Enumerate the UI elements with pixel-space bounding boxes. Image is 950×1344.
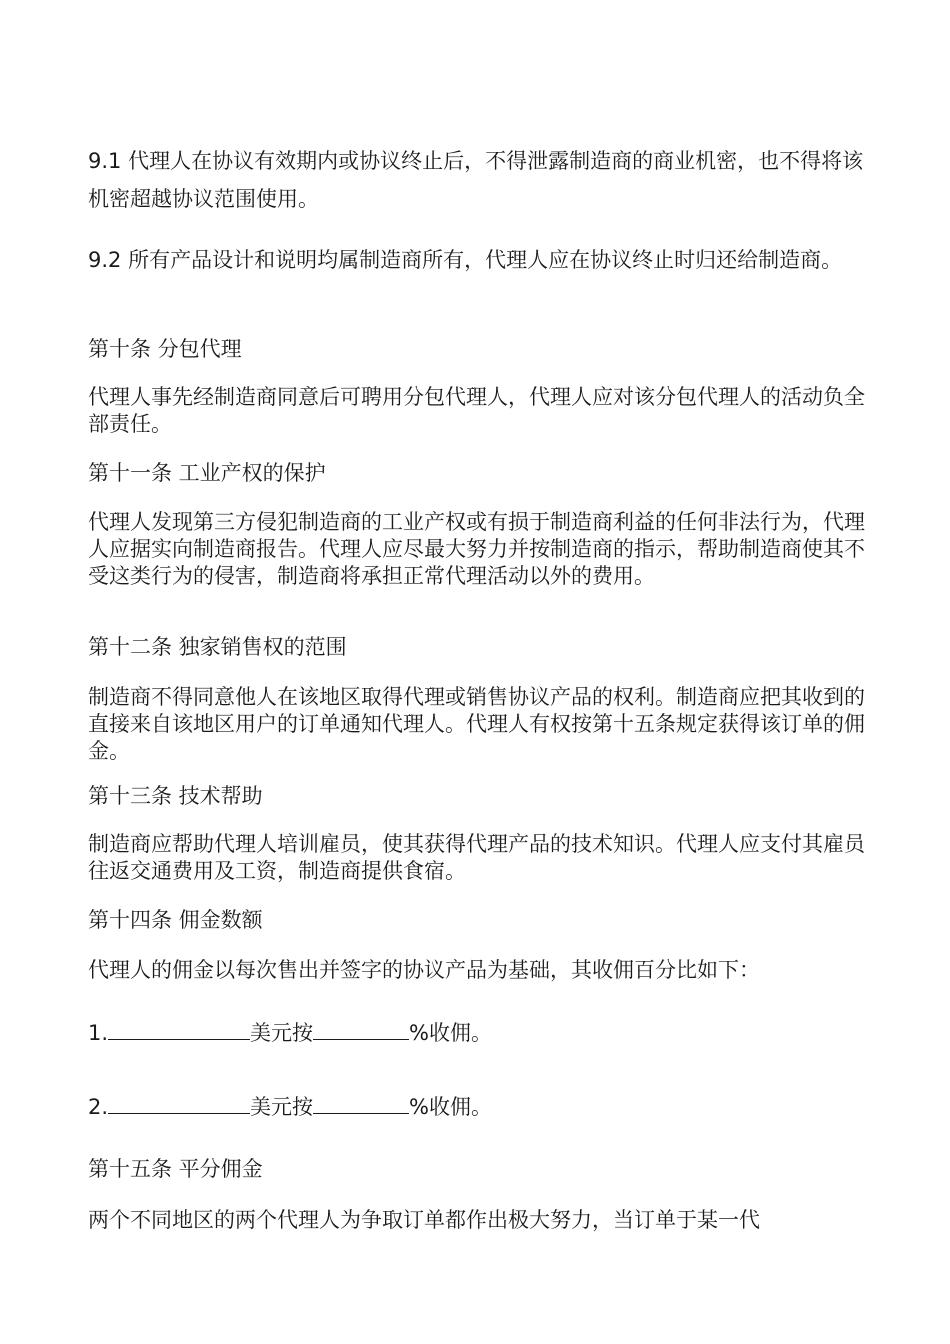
item-text-end: %收佣。 <box>409 1021 493 1045</box>
article-12-title: 第十二条 独家销售权的范围 <box>88 635 347 659</box>
article-10-body: 代理人事先经制造商同意后可聘用分包代理人，代理人应对该分包代理人的活动负全部责任。 <box>88 385 865 436</box>
article-15-body: 两个不同地区的两个代理人为争取订单都作出极大努力，当订单于某一代 <box>88 1208 760 1232</box>
amount-blank[interactable] <box>108 1095 250 1114</box>
item-number: 2. <box>88 1095 109 1119</box>
article-12-body: 制造商不得同意他人在该地区取得代理或销售协议产品的权利。制造商应把其收到的直接来自该地区用户的订单通知代理人。代理人有权按第十五条规定获得该订单的佣金。 <box>88 685 865 763</box>
amount-blank[interactable] <box>108 1021 250 1040</box>
article-11-title: 第十一条 工业产权的保护 <box>88 461 326 485</box>
percent-blank[interactable] <box>313 1095 409 1114</box>
article-13-title: 第十三条 技术帮助 <box>88 784 263 808</box>
item-text-end: %收佣。 <box>409 1095 493 1119</box>
article-14-body: 代理人的佣金以每次售出并签字的协议产品为基础，其收佣百分比如下： <box>88 958 760 982</box>
item-text: 美元按 <box>250 1021 314 1045</box>
paragraph-9-1: 9.1 代理人在协议有效期内或协议终止后，不得泄露制造商的商业机密，也不得将该机密超越协议范围使用。 <box>88 149 864 211</box>
item-number: 1. <box>88 1021 109 1045</box>
percent-blank[interactable] <box>313 1021 409 1040</box>
article-11-body: 代理人发现第三方侵犯制造商的工业产权或有损于制造商利益的任何非法行为，代理人应据实向制造商报告。代理人应尽最大努力并按制造商的指示，帮助制造商使其不受这类行为的侵害，制造商将承担正常代理活动以外的费用。 <box>88 510 865 588</box>
article-14-title: 第十四条 佣金数额 <box>88 908 263 932</box>
commission-item-1 <box>88 1020 868 1047</box>
article-13-body: 制造商应帮助代理人培训雇员，使其获得代理产品的技术知识。代理人应支付其雇员往返交通费用及工资，制造商提供食宿。 <box>88 832 865 883</box>
article-10-title: 第十条 分包代理 <box>88 337 242 361</box>
commission-item-2 <box>88 1094 868 1121</box>
paragraph-9-2: 9.2 所有产品设计和说明均属制造商所有，代理人应在协议终止时归还给制造商。 <box>88 248 843 272</box>
item-text: 美元按 <box>250 1095 314 1119</box>
article-15-title: 第十五条 平分佣金 <box>88 1157 263 1181</box>
